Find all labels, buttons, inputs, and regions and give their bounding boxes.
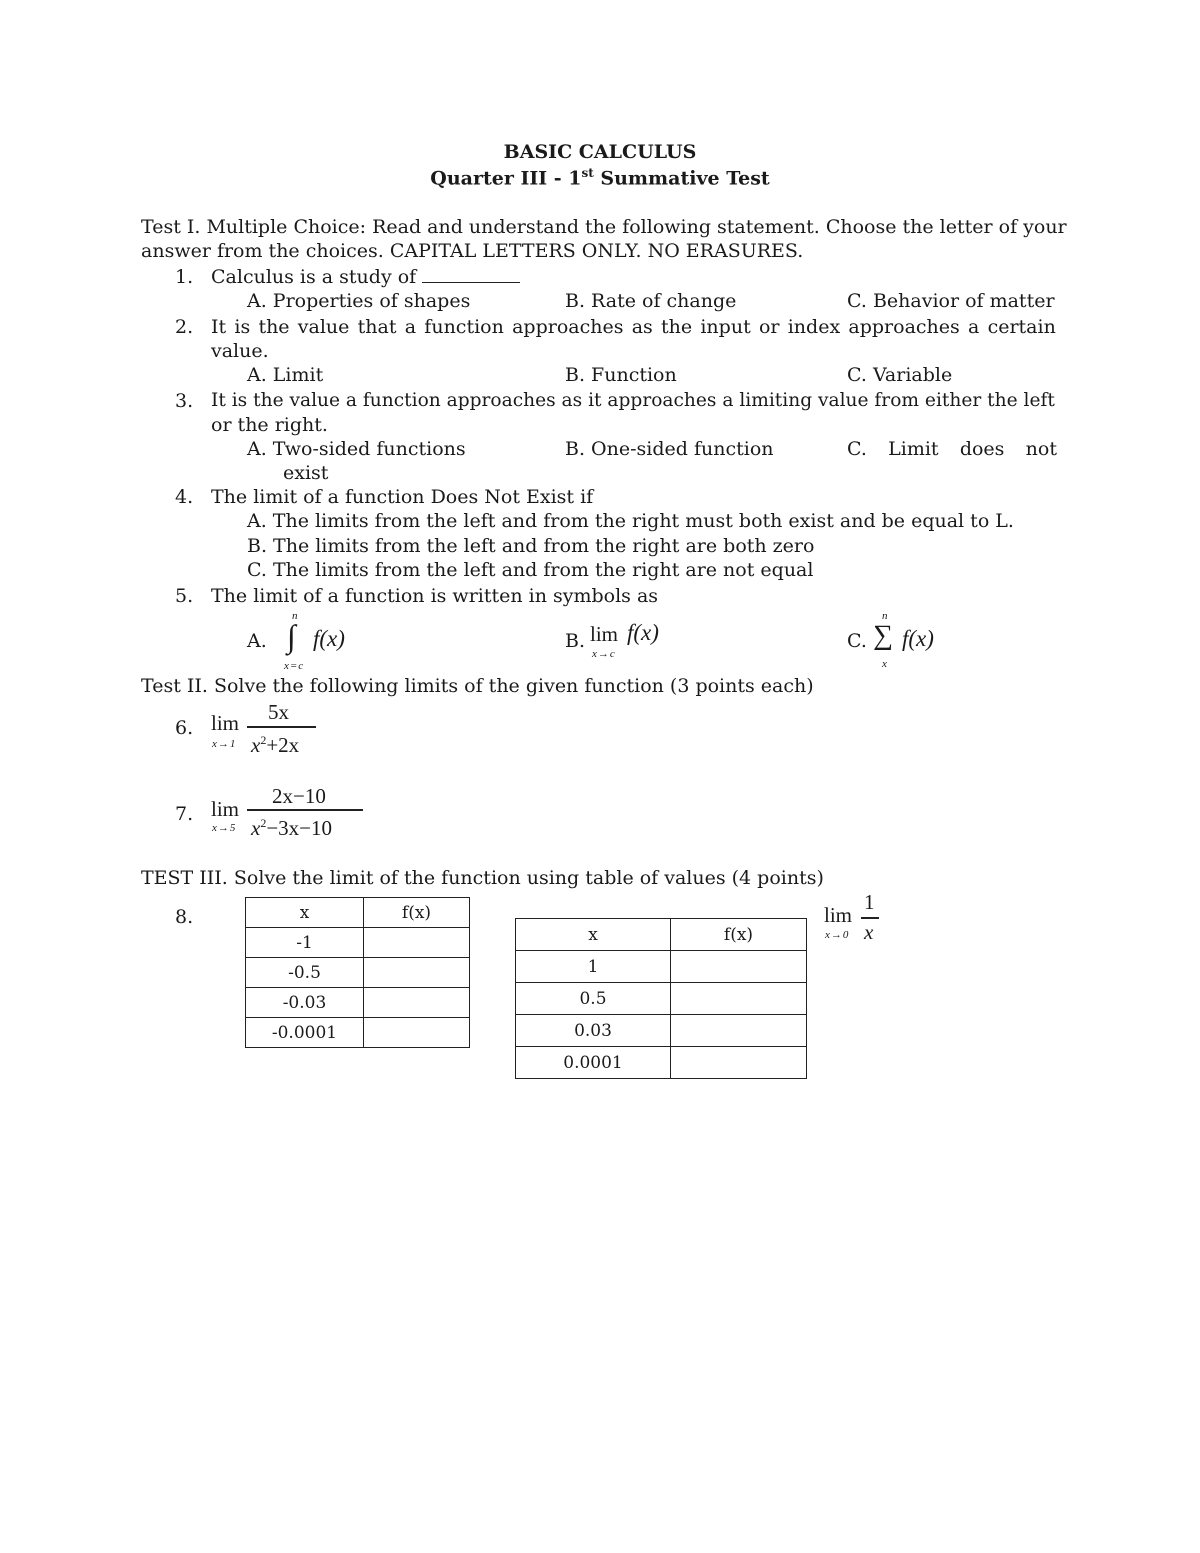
q3-number: 3. <box>175 390 194 412</box>
q2-line1 <box>211 316 1056 338</box>
q2-word: or <box>758 316 780 338</box>
table-header-row <box>246 898 470 928</box>
q8-fraction-bar <box>861 917 879 919</box>
table-cell-fx <box>364 928 470 958</box>
table-cell-fx <box>364 988 470 1018</box>
q6-denominator-exponent: 2 <box>260 733 267 747</box>
q3-choice-c-cont: exist <box>283 462 329 484</box>
q4-choice-a: A. The limits from the left and from the right must both exist and be equal to L. <box>247 510 1014 532</box>
page-title: BASIC CALCULUS <box>503 141 697 163</box>
q2-number: 2. <box>175 316 194 338</box>
q3-line1: It is the value a function approaches as it approaches a limiting value from either the left <box>211 390 1055 411</box>
table-row <box>516 951 807 983</box>
table-cell-x: 0.03 <box>516 1015 671 1047</box>
q2-word: certain <box>987 316 1056 338</box>
q5-text: The limit of a function is written in symbols as <box>211 585 659 607</box>
q2-word: a <box>404 316 417 338</box>
q2-choice-a: A. Limit <box>247 364 324 386</box>
table-cell-fx <box>364 958 470 988</box>
q7-denominator-exponent: 2 <box>260 816 267 830</box>
table-cell-x: -0.03 <box>246 988 364 1018</box>
q5-choice-b-label: B. <box>565 630 586 652</box>
test2-instructions: Test II. Solve the following limits of the given function (3 points each) <box>141 675 814 697</box>
q6-numerator: 5x <box>268 700 289 724</box>
q7-fraction-bar <box>247 809 363 811</box>
table-row <box>246 958 470 988</box>
q2-word: index <box>787 316 841 338</box>
q1-choice-a: A. Properties of shapes <box>247 290 471 312</box>
q6-denominator <box>251 733 299 758</box>
table-header-cell: x <box>516 919 671 951</box>
page-subtitle <box>0 166 1200 189</box>
q5-b-expression: f(x) <box>627 620 659 645</box>
q1-number: 1. <box>175 266 194 288</box>
q4-number: 4. <box>175 486 194 508</box>
q5-c-expression: f(x) <box>902 626 934 651</box>
q8-lim: lim <box>824 903 853 927</box>
q2-word: is <box>234 316 251 338</box>
integral-symbol: ∫ <box>287 618 296 654</box>
q2-word: as <box>631 316 653 338</box>
table-cell-fx <box>671 951 807 983</box>
q3-c-word: not <box>1025 438 1057 460</box>
table-header-cell: f(x) <box>671 919 807 951</box>
q8-number: 8. <box>175 906 194 928</box>
table-header-row <box>516 919 807 951</box>
q7-denominator-base: x <box>251 816 261 840</box>
q1-text <box>211 266 520 288</box>
q3-choice-c <box>847 438 1057 460</box>
q2-word: approaches <box>848 316 960 338</box>
q7-denominator-rest: −3x−10 <box>266 816 333 840</box>
test1-instructions-line2: answer from the choices. CAPITAL LETTERS ONLY. NO ERASURES. <box>141 240 804 262</box>
q5-a-expression: f(x) <box>313 626 345 651</box>
summation-symbol: ∑ <box>873 620 893 651</box>
q3-c-word: C. <box>847 438 867 460</box>
right-values-table <box>515 918 807 1079</box>
sum-lower-bound: x <box>882 658 888 670</box>
table-row <box>516 1015 807 1047</box>
table-row <box>246 1018 470 1048</box>
table-cell-fx <box>364 1018 470 1048</box>
q5-choice-a-label: A. <box>247 630 267 652</box>
q7-denominator <box>251 816 332 841</box>
q7-subscript: x→5 <box>212 822 237 834</box>
q6-denominator-base: x <box>251 733 261 757</box>
q5-choice-c-label: C. <box>847 630 867 652</box>
q6-denominator-rest: +2x <box>266 733 300 757</box>
table-cell-x: -1 <box>246 928 364 958</box>
left-values-table <box>245 897 470 1048</box>
table-cell-x: -0.0001 <box>246 1018 364 1048</box>
q2-word: function <box>424 316 504 338</box>
table-cell-fx <box>671 1047 807 1079</box>
table-header-cell: f(x) <box>364 898 470 928</box>
q3-c-word: Limit <box>888 438 939 460</box>
q2-word: value <box>297 316 350 338</box>
q2-word: the <box>661 316 693 338</box>
q6-number: 6. <box>175 717 194 739</box>
q7-number: 7. <box>175 803 194 825</box>
q5-b-subscript: x→c <box>592 648 616 660</box>
table-cell-x: -0.5 <box>246 958 364 988</box>
table-row <box>246 928 470 958</box>
table-cell-x: 1 <box>516 951 671 983</box>
q4-text: The limit of a function Does Not Exist if <box>211 486 594 508</box>
q2-word: the <box>258 316 290 338</box>
test1-instructions-line1: Test I. Multiple Choice: Read and understand the following statement. Choose the letter of your <box>141 216 1067 238</box>
table-row <box>516 1047 807 1079</box>
table-cell-x: 0.0001 <box>516 1047 671 1079</box>
q7-lim: lim <box>211 797 240 821</box>
subtitle-text: Quarter III - 1 <box>430 167 582 190</box>
q8-subscript: x→0 <box>825 929 850 941</box>
table-cell-fx <box>671 983 807 1015</box>
q6-fraction-bar <box>247 726 316 728</box>
q2-word: input <box>700 316 751 338</box>
q5-number: 5. <box>175 585 194 607</box>
q7-numerator: 2x−10 <box>272 784 326 808</box>
q1-stem: Calculus is a study of <box>211 266 417 288</box>
integral-lower-bound: x=c <box>284 660 305 672</box>
table-cell-x: 0.5 <box>516 983 671 1015</box>
q1-choice-b: B. Rate of change <box>565 290 737 312</box>
q2-choice-c: C. Variable <box>847 364 953 386</box>
q4-choice-b: B. The limits from the left and from the right are both zero <box>247 535 815 557</box>
q2-word: that <box>357 316 397 338</box>
q2-word: It <box>211 316 227 338</box>
q8-numerator: 1 <box>864 890 875 914</box>
table-row <box>516 983 807 1015</box>
table-header-cell: x <box>246 898 364 928</box>
q3-line2: or the right. <box>211 414 328 436</box>
q2-word: a <box>968 316 980 338</box>
table-cell-fx <box>671 1015 807 1047</box>
q1-choice-c: C. Behavior of matter <box>847 290 1055 312</box>
sum-upper-bound: n <box>882 610 889 622</box>
q4-choice-c: C. The limits from the left and from the right are not equal <box>247 559 814 581</box>
q6-subscript: x→1 <box>212 738 237 750</box>
q2-choice-b: B. Function <box>565 364 677 386</box>
table-row <box>246 988 470 1018</box>
subtitle-superscript: st <box>581 166 594 180</box>
integral-upper-bound: n <box>292 610 299 622</box>
q3-choice-a: A. Two-sided functions <box>247 438 466 460</box>
q2-word: approaches <box>512 316 624 338</box>
q8-denominator: x <box>864 920 874 944</box>
q2-line2: value. <box>211 340 269 362</box>
q3-choice-b: B. One-sided function <box>565 438 774 460</box>
q5-b-lim: lim <box>590 622 619 646</box>
q3-c-word: does <box>959 438 1005 460</box>
subtitle-text-end: Summative Test <box>593 167 770 190</box>
q6-lim: lim <box>211 711 240 735</box>
answer-blank <box>422 266 520 283</box>
test3-instructions: TEST III. Solve the limit of the function using table of values (4 points) <box>141 867 824 889</box>
